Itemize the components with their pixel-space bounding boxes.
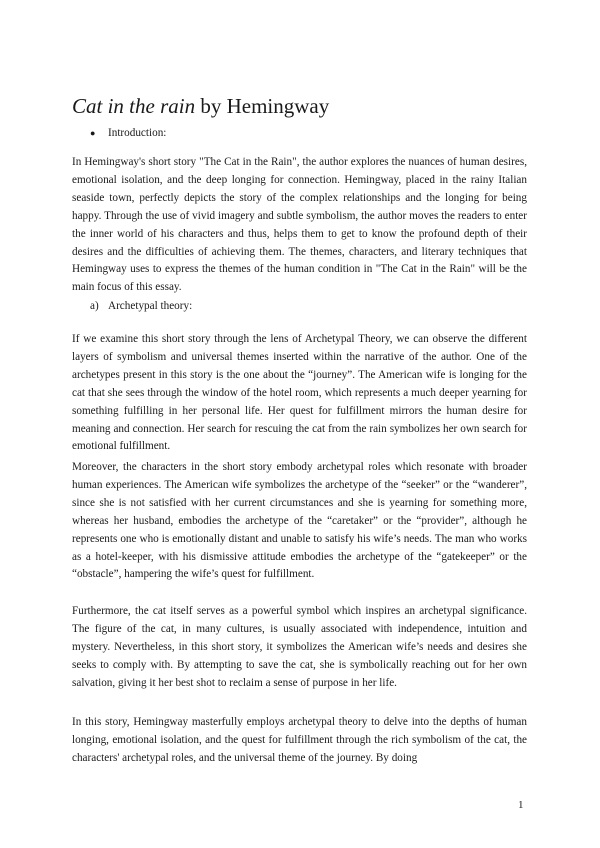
section-label: Archetypal theory:	[108, 300, 193, 312]
paragraph-archetypal-2: Moreover, the characters in the short story embody archetypal roles which resonate with broader human experiences. The American wife symbolizes the archetype of the “seeker” or the “wanderer”, since she is not satisfied with her current circumstances and she is yearning for something more, whereas her husband, embodies the archetype of the “caretaker” or the “provider”, although he represents one who is emotionally distant and unable to satisfy his wife’s needs. The man who works as a hotel-keeper, with his dismissive attitude embodies the archetype of the “gatekeeper” or the “obstacle”, hampering the wife’s quest for fulfillment.	[72, 461, 527, 581]
intro-label: Introduction:	[108, 127, 167, 139]
section-marker: a)	[90, 300, 99, 312]
paragraph-archetypal-4: In this story, Hemingway masterfully employs archetypal theory to delve into the depths of human longing, emotional isolation, and the quest for fulfillment through the rich symbolism of the cat, the characters' archetypal roles, and the universal theme of the journey. By doing	[72, 716, 527, 764]
page-number: 1	[518, 799, 524, 811]
paragraph-archetypal-1: If we examine this short story through the lens of Archetypal Theory, we can observe the different layers of symbolism and universal themes inserted within the narrative of the author. One of the archetypes present in this story is the one about the “journey”. The American wife is longing for the cat that she sees through the window of the hotel room, which represents a much deeper yearning for something fulfilling in her personal life. Her quest for fulfillment mirrors the human desire for meaning and connection. Her search for rescuing the cat from the rain symbolizes her own search for emotional fulfillment.	[72, 333, 527, 453]
intro-bullet-item	[90, 126, 166, 140]
title-author-part: by Hemingway	[200, 94, 330, 118]
section-heading-archetypal	[90, 299, 192, 313]
title-italic-part: Cat in the rain	[72, 94, 196, 118]
bullet-dot-icon: ●	[90, 128, 96, 138]
paragraph-intro: In Hemingway's short story "The Cat in the Rain", the author explores the nuances of human desires, emotional isolation, and the deep longing for connection. Hemingway, placed in the rainy Italian seaside town, perfectly depicts the story of the complex relationships and the longing for being happy. Through the use of vivid imagery and subtle symbolism, the author moves the readers to enter the inner world of his characters and thus, helps them to get to know the profound depth of their desires and the difficulties of achieving them. The themes, characters, and literary techniques that Hemingway uses to express the themes of the human condition in "The Cat in the Rain" will be the main focus of this essay.	[72, 156, 527, 294]
paragraph-archetypal-3: Furthermore, the cat itself serves as a powerful symbol which inspires an archetypal significance. The figure of the cat, in many cultures, is usually associated with independence, intuition and mystery. Nevertheless, in this short story, it symbolizes the American wife’s needs and desires she seeks to comply with. By attempting to save the cat, she is symbolically reaching out for her own salvation, giving it her best shot to reclaim a sense of purpose in her life.	[72, 605, 527, 689]
document-title	[72, 93, 329, 119]
